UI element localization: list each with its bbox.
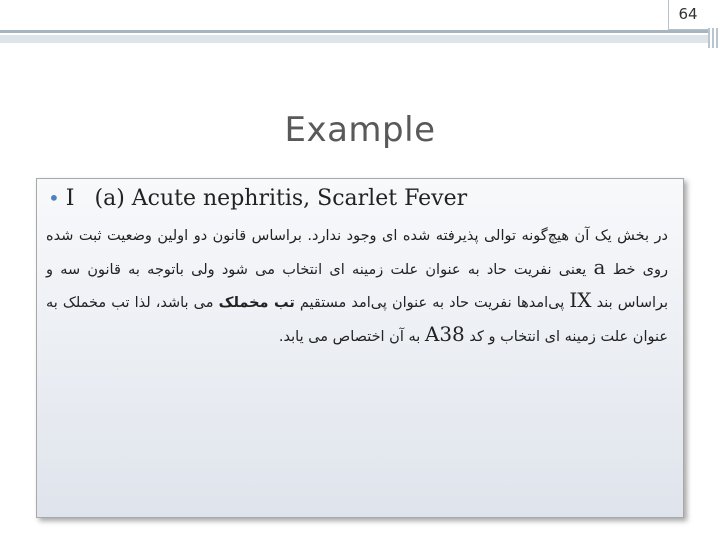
bullet-icon: • xyxy=(48,186,60,210)
bullet-roman-numeral: I xyxy=(65,186,75,211)
paragraph-segment-5: به آن اختصاص می یابد. xyxy=(278,328,421,345)
paragraph-segment-4: می باشد، لذا تب مخملک به عنوان علت زمینه ای انتخاب و کد xyxy=(46,295,668,345)
paragraph-segment-2: یعنی نفریت حاد به عنوان علت زمینه ای انتخاب می شود ولی باتوجه به قانون سه و براساس بند xyxy=(46,261,669,311)
clause-ix-marker: IX xyxy=(569,288,592,312)
header-line-dark xyxy=(0,30,708,33)
bullet-heading-line xyxy=(48,186,467,211)
line-a-marker: a xyxy=(593,254,606,279)
paragraph-segment-3: پی‌امدها نفریت حاد به عنوان پی‌امد مستقیم xyxy=(299,295,565,311)
icd-code: A38 xyxy=(424,321,465,346)
explanation-paragraph xyxy=(46,221,668,352)
emphasis-scarlet-fever: تب مخملک xyxy=(218,295,295,311)
header-band xyxy=(0,0,720,48)
page-number: 64 xyxy=(678,5,698,23)
slide-title: Example xyxy=(284,110,436,150)
bullet-heading: (a) Acute nephritis, Scarlet Fever xyxy=(94,186,468,211)
header-line-light xyxy=(0,35,708,43)
header-stripes xyxy=(708,28,720,48)
paragraph-segment-1: در بخش یک آن هیچ‌گونه توالی پذیرفته شده ای وجود ندارد. براساس قانون دو اولین وضعیت ثبت شده روی خط xyxy=(46,228,669,278)
